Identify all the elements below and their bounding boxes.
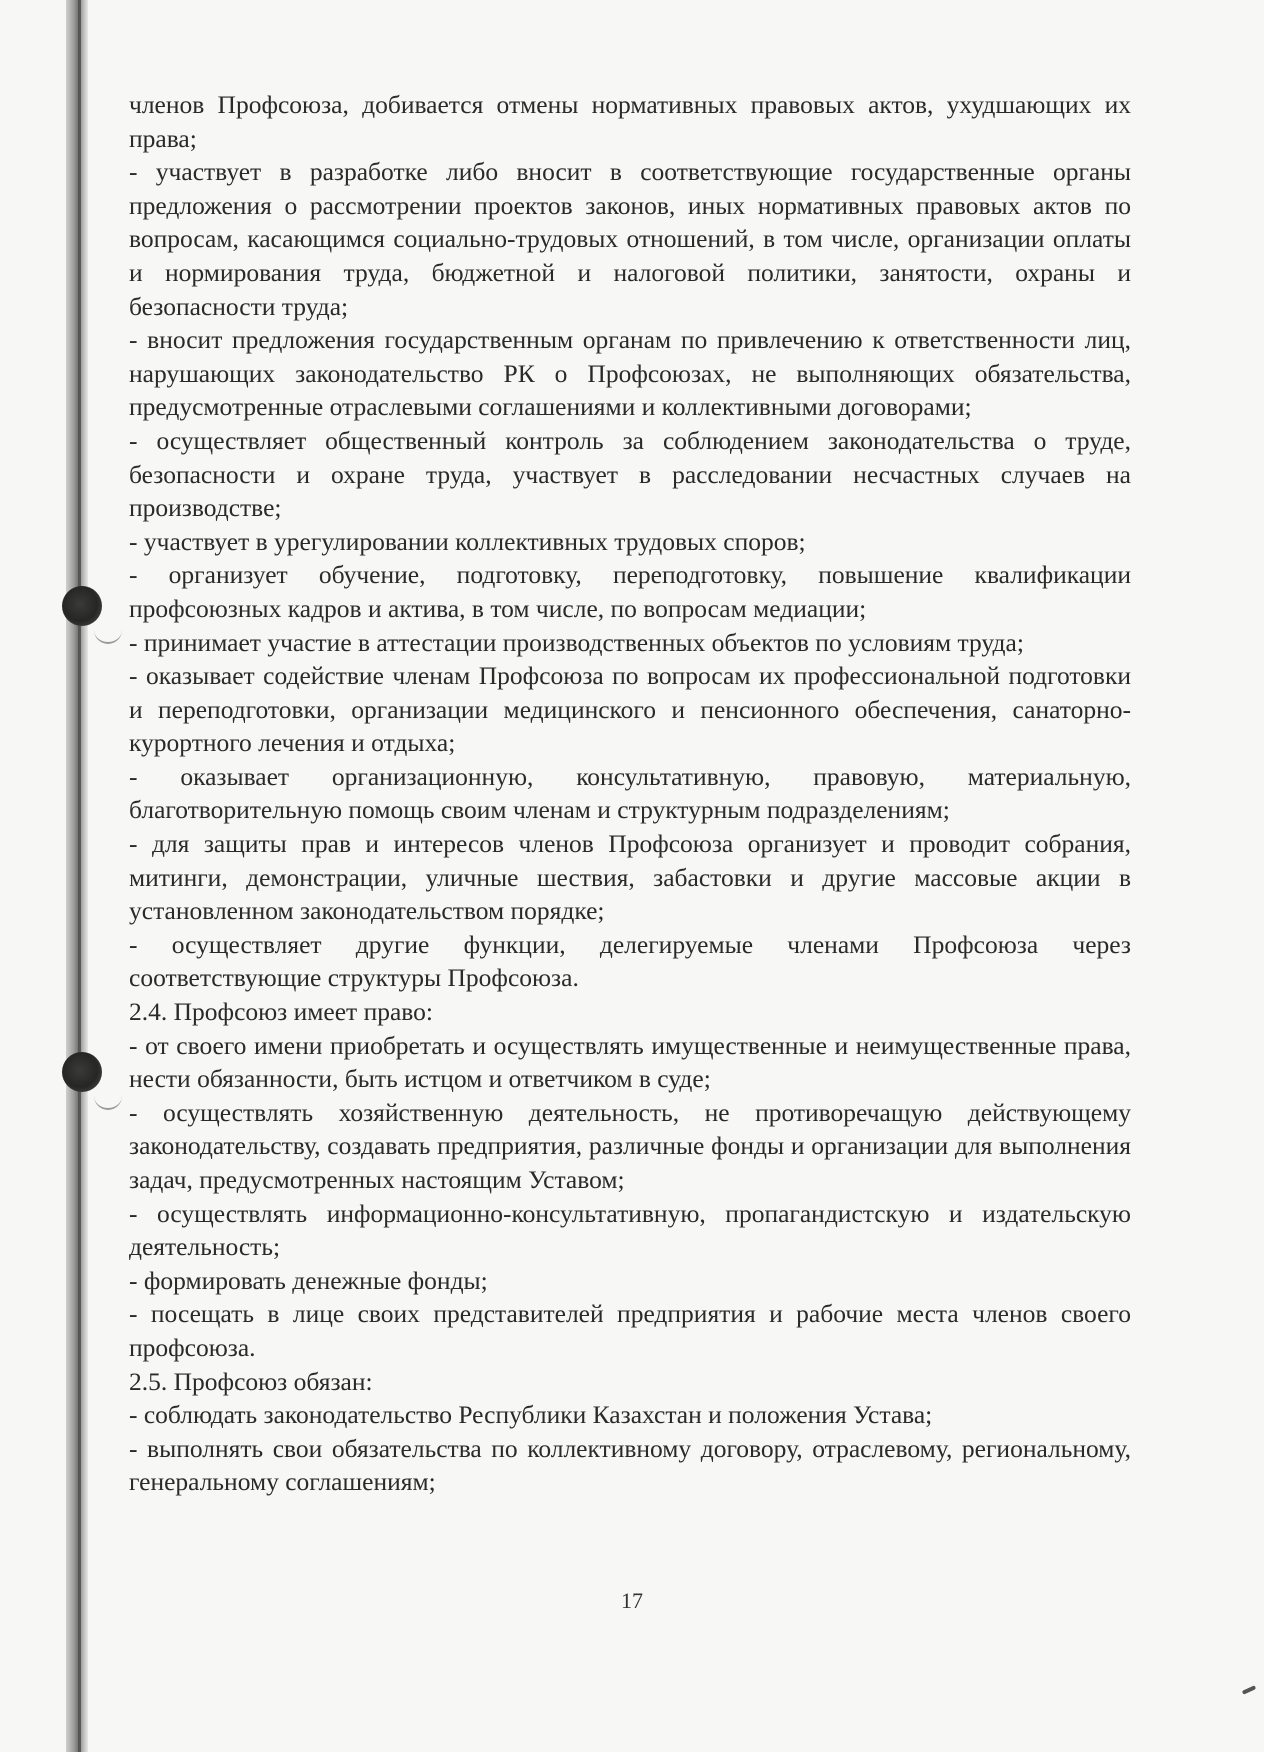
punch-hole: [62, 1052, 102, 1092]
paper-crease: [94, 628, 122, 644]
list-item: - оказывает организационную, консультативную, правовую, материальную, благотворительную помощь своим членам и структурным подразделениям;: [129, 761, 1131, 825]
list-item: - оказывает содействие членам Профсоюза по вопросам их профессиональной подготовки и переподготовки, организации медицинского и пенсионного обеспечения, санаторно-курортного лечения и отдыха;: [129, 661, 1131, 758]
list-item: - осуществляет общественный контроль за соблюдением законодательства о труде, безопасности и охране труда, участвует в расследовании несчастных случаев на производстве;: [129, 425, 1131, 523]
list-item: - принимает участие в аттестации производственных объектов по условиям труда;: [129, 627, 1024, 657]
list-item: - участвует в урегулировании коллективных трудовых споров;: [129, 526, 806, 556]
edge-mark: [1242, 1685, 1256, 1695]
list-item: - для защиты прав и интересов членов Профсоюза организует и проводит собрания, митинги, демонстрации, уличные шествия, забастовки и другие массовые акции в установленном законодательством порядке;: [129, 829, 1131, 926]
list-item: - посещать в лице своих представителей предприятия и рабочие места членов своего профсоюза.: [129, 1299, 1131, 1362]
list-item: - осуществлять информационно-консультативную, пропагандистскую и издательскую деятельность;: [129, 1198, 1131, 1262]
page-number: 17: [621, 1588, 643, 1613]
paper-crease: [94, 1094, 122, 1110]
list-item: - соблюдать законодательство Республики Казахстан и положения Устава;: [129, 1400, 933, 1430]
list-item: - организует обучение, подготовку, переподготовку, повышение квалификации профсоюзных кадров и актива, в том числе, по вопросам медиации;: [129, 560, 1131, 623]
list-item: - выполнять свои обязательства по коллективному договору, отраслевому, региональному, генеральному соглашениям;: [129, 1433, 1131, 1497]
binding-shadow: [66, 0, 88, 1752]
binding-edge: [78, 0, 81, 1752]
list-item: - осуществляет другие функции, делегируемые членами Профсоюза через соответствующие структуры Профсоюза.: [129, 929, 1131, 993]
punch-hole: [62, 586, 102, 626]
list-item: - участвует в разработке либо вносит в соответствующие государственные органы предложения о рассмотрении проектов законов, иных нормативных правовых актов по вопросам, касающимся социально-трудовых отношений, в том числе, организации оплаты и нормирования труда, бюджетной и налоговой политики, занятости, охраны и безопасности труда;: [129, 157, 1131, 321]
list-item: - от своего имени приобретать и осуществлять имущественные и неимущественные права, нести обязанности, быть истцом и ответчиком в суде;: [129, 1030, 1131, 1094]
list-item: - формировать денежные фонды;: [129, 1265, 488, 1295]
page-body: [129, 88, 1131, 1499]
section-heading: 2.4. Профсоюз имеет право:: [129, 997, 433, 1027]
paragraph: членов Профсоюза, добивается отмены нормативных правовых актов, ухудшающих их права;: [129, 90, 1131, 153]
list-item: - осуществлять хозяйственную деятельность, не противоречащую действующему законодательству, создавать предприятия, различные фонды и организации для выполнения задач, предусмотренных настоящим Уставом;: [129, 1097, 1131, 1194]
section-heading: 2.5. Профсоюз обязан:: [129, 1366, 373, 1396]
list-item: - вносит предложения государственным органам по привлечению к ответственности лиц, нарушающих законодательство РК о Профсоюзах, не выполняющих обязательства, предусмотренные отраслевыми соглашениями и коллективными договорами;: [129, 325, 1131, 422]
